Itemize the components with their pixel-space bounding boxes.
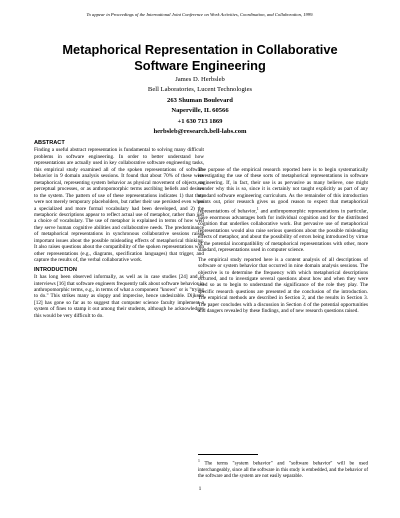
abstract-heading: ABSTRACT	[34, 140, 65, 146]
author-city: Naperville, IL 60566	[171, 107, 229, 115]
right-column	[198, 167, 368, 318]
abstract-text: Finding a useful abstract representation is fundamental to solving many difficult problems in software engineering. In order to better understand how representations are actually used in key collaborative software engineering tasks, this empirical study examined all of the spoken representations of software behavior in 9 domain analysis sessions. It found that about 70% of these were metaphorical, representing system behavior as physical movement of objects, as perceptual processes, or as anthropomorphic terms ascribing beliefs and desires to the system. The pattern of use of these representations indicates 1) that they were not merely temporary placeholders, but rather their use persisted even when a specialized and more formal vocabulary had been developed, and 2) the metaphoric descriptions appear to reflect actual use of metaphor, rather than just a choice of vocabulary. The use of metaphor is explained in terms of how well they serve human cognitive abilities and collaborative needs. The predominance of metaphorical representations in synchronous collaborative sessions raises important issues about the possible misleading effects of metaphorical thinking. It also raises questions about the compatibility of the spoken representations with other representations (e.g., diagrams, specification languages) that trigger, and capture the results of, the verbal collaborative work.	[34, 147, 204, 264]
author-phone: +1 630 713 1869	[177, 117, 223, 125]
author-organization: Bell Laboratories, Lucent Technologies	[147, 86, 253, 94]
introduction-heading: INTRODUCTION	[34, 266, 77, 273]
footnote-number: 1	[198, 459, 200, 463]
introduction-text: It has long been observed informally, as well as in case studies [24] and in interviews [16] that software engineers frequently talk about software behavior in anthropomorphic terms, e.g., in terms of what a component "knows" or is "trying to do." This strikes many as sloppy and imprecise, hence undesirable. Dijkstra [12] has gone so far as to suggest that computer science faculty implement a system of fines to stamp it out among their students, although he acknowledges this would be very difficult to do.	[34, 274, 204, 319]
author-street: 263 Shuman Boulevard	[167, 96, 233, 104]
author-email: herbsleb@research.bell-labs.com	[153, 128, 247, 136]
right-paragraph-2: The empirical study reported here is a content analysis of all descriptions of software or system behavior that occurred in nine domain analysis sessions. The objective is to determine the frequency with which metaphorical descriptions occurred, and to investigate several questions about how and when they were used so as to begin to understand the significance of the role they play. The specific research questions are presented at the conclusion of the introduction. The empirical methods are described in Section 2, and the results in Section 3. The paper concludes with a discussion in Section 4 of the potential opportunities and dangers revealed by these findings, and of new research questions raised.	[198, 256, 368, 315]
right-paragraph-1-text: The purpose of the empirical research reported here is to begin systematically investigating the use of these sorts of metaphorical representations in software engineering. If, in fact, their use is as pervasive as many believe, one might wonder why this is so, since it is certainly not taught explicitly as part of any standard software engineering curriculum. As the remainder of this introduction points out, prior research gives us good reason to expect that metaphorical representations of behavior,	[198, 167, 368, 215]
author-block	[80, 75, 320, 137]
footnote	[198, 458, 368, 480]
publication-note: To appear in Proceedings of the International Joint Conference on Work Activities, Coordination, and Collaboration, 1999.	[86, 12, 314, 17]
footnote-divider	[198, 454, 258, 455]
left-column	[34, 140, 204, 322]
paper-title: Metaphorical Representation in Collaborative Software Engineering	[62, 42, 338, 73]
footnote-reference: 1	[256, 206, 259, 211]
author-name: James D. Herbsleb	[175, 76, 225, 83]
page-number: 1	[198, 486, 202, 492]
footnote-text: The terms "system behavior" and "software behavior" will be used interchangeably, since all the software in this study is embedded, and the behavior of the software and the system are not easily separable.	[198, 461, 368, 480]
right-paragraph-1	[198, 167, 368, 254]
right-paragraph-1-tail: and anthropomorphic representations in particular, have enormous advantages both for individual cognition and for the distributed cognition that underlies collaborative work. But pervasive use of metaphorical representations would also raise serious questions about the possible misleading effects of metaphor, and about the possibility of errors being introduced by virtue of the potential incompatibility of metaphorical representations with other, more standard, representations used in computer science.	[198, 208, 368, 254]
